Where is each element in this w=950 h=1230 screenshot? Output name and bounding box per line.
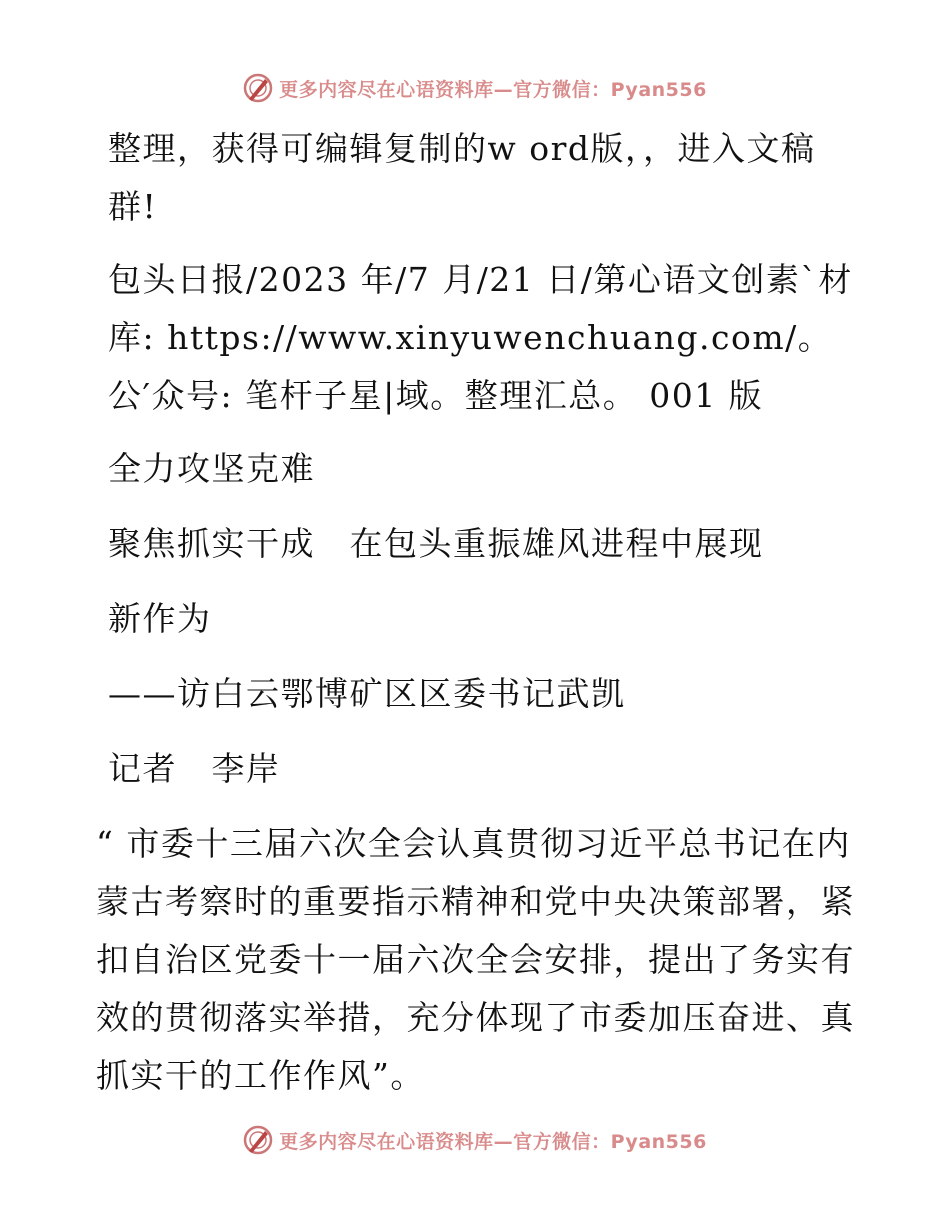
watermark-text: 更多内容尽在心语资料库—官方微信：Pyan556 <box>279 78 707 101</box>
quill-pen-logo-icon <box>243 1125 273 1155</box>
watermark-text: 更多内容尽在心语资料库—官方微信：Pyan556 <box>279 1130 707 1153</box>
document-body <box>96 120 856 1120</box>
headline-line-3: 新作为 <box>108 599 212 638</box>
headline-line-2: 聚焦抓实干成 在包头重振雄风进程中展现 <box>108 524 764 563</box>
intro-note: 整理，获得可编辑复制的w ord版，，进入文稿群! <box>108 129 816 226</box>
quill-pen-logo-icon <box>243 73 273 103</box>
headline-line-1: 全力攻坚克难 <box>108 449 315 488</box>
source-line: 包头日报/2023 年/7 月/21 日/第心语文创素`材库: https://www.xinyuwenchuang.com/。公′众号: 笔杆子星|域。整理汇总。 001 版 <box>108 260 853 415</box>
watermark-banner-top <box>0 68 950 108</box>
body-paragraph: “ 市委十三届六次全会认真贯彻习近平总书记在内蒙古考察时的重要指示精神和党中央决策部署，紧扣自治区党委十一届六次全会安排，提出了务实有效的贯彻落实举措，充分体现了市委加压奋进、真抓实干的工作作风”。 <box>96 824 855 1095</box>
byline: 记者 李岸 <box>108 749 281 788</box>
subtitle: ——访白云鄂博矿区区委书记武凯 <box>108 674 626 713</box>
watermark-banner-bottom <box>0 1120 950 1160</box>
